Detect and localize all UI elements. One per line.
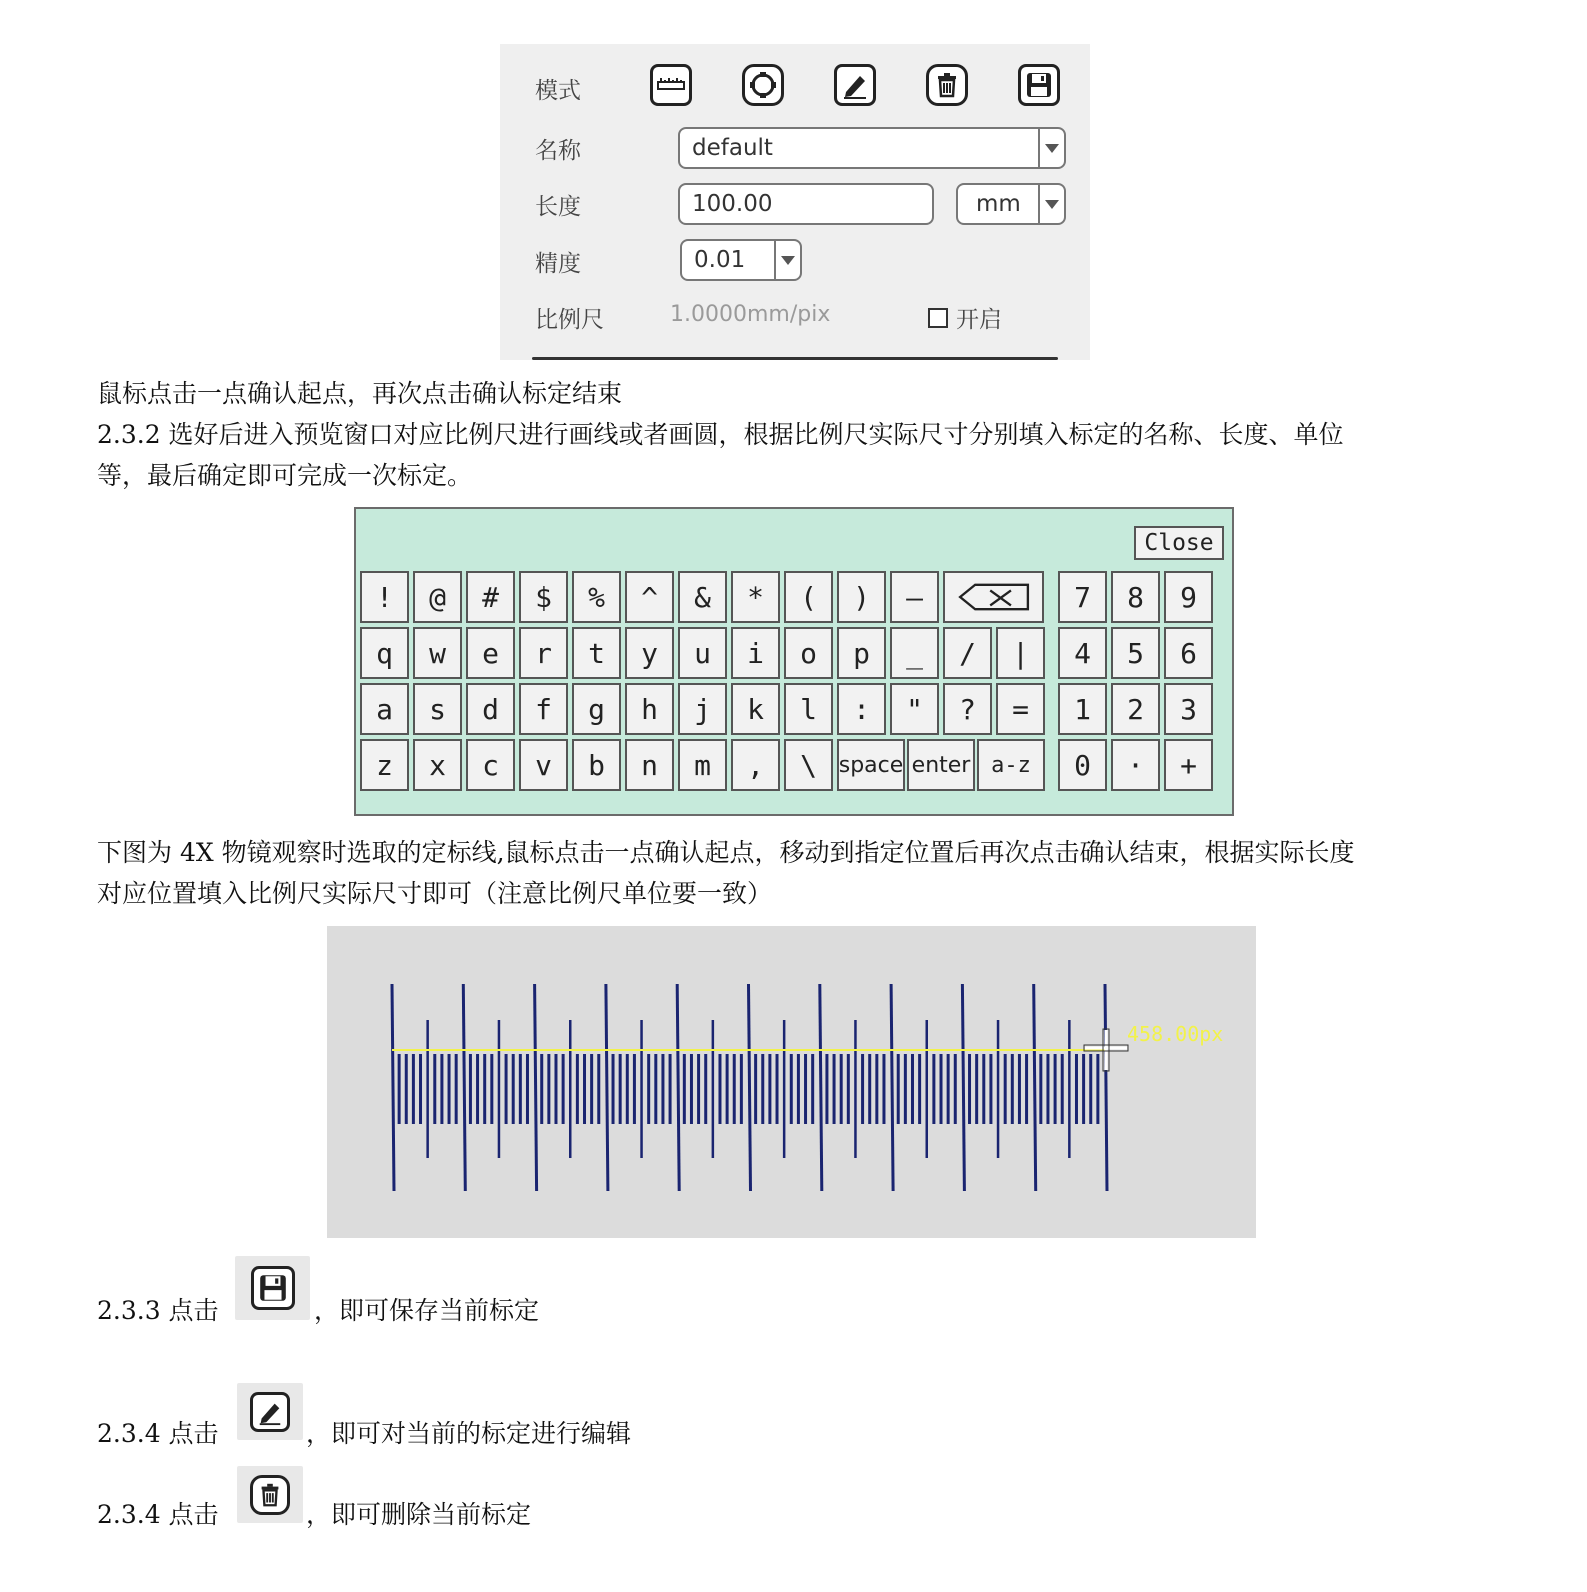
key-9[interactable]: ): [837, 571, 886, 623]
inline-save-button: [235, 1256, 310, 1320]
key-w[interactable]: w: [413, 627, 462, 679]
chevron-down-icon: [1038, 129, 1064, 167]
step-delete-suffix: ，即可删除当前标定: [306, 1500, 532, 1529]
delete-tool-button[interactable]: [926, 64, 968, 106]
scale-value: 1.0000mm/pix: [670, 302, 831, 327]
precision-select[interactable]: [680, 239, 802, 281]
numpad-key-10[interactable]: ·: [1111, 739, 1160, 791]
key-y[interactable]: y: [625, 627, 674, 679]
key-row3-8[interactable]: l: [784, 683, 833, 735]
ruler-tick: [677, 984, 679, 1191]
ruler-tick: [1105, 984, 1107, 1191]
key-row3-4[interactable]: g: [572, 683, 621, 735]
key-row4-3[interactable]: v: [519, 739, 568, 791]
backspace-key[interactable]: [943, 571, 1044, 623]
paragraph-ruler-line1: 下图为 4X 物镜观察时选取的定标线,鼠标点击一点确认起点，移动到指定位置后再次点击确认结束，根据实际长度: [97, 838, 1355, 867]
ruler-tick: [535, 984, 537, 1191]
key-3[interactable]: $: [519, 571, 568, 623]
save-icon: [1024, 70, 1054, 100]
numpad-key-2[interactable]: 9: [1164, 571, 1213, 623]
key-row3-11[interactable]: ?: [943, 683, 992, 735]
key-row3-5[interactable]: h: [625, 683, 674, 735]
ruler-tick: [1034, 984, 1036, 1191]
mode-label: 模式: [535, 78, 581, 104]
enable-label: 开启: [956, 307, 1002, 333]
ruler-tick: [463, 984, 465, 1191]
paragraph-2-3-2-line1: 2.3.2 选好后进入预览窗口对应比例尺进行画线或者画圆，根据比例尺实际尺寸分别填入标定的名称、长度、单位: [97, 420, 1344, 449]
case-toggle-key[interactable]: a-z: [977, 739, 1045, 791]
key-7[interactable]: *: [731, 571, 780, 623]
numpad-key-6[interactable]: 1: [1058, 683, 1107, 735]
name-select[interactable]: [678, 127, 1066, 169]
space-key[interactable]: space: [837, 739, 905, 791]
delete-icon: [932, 70, 962, 100]
ruler-tick: [392, 984, 394, 1191]
numpad-key-0[interactable]: 7: [1058, 571, 1107, 623]
virtual-keyboard: [354, 507, 1234, 816]
delete-icon: [256, 1481, 284, 1509]
ruler-icon: [656, 70, 686, 100]
step-save-prefix: 2.3.3 点击: [97, 1296, 219, 1325]
precision-value: 0.01: [694, 247, 746, 273]
numpad-key-5[interactable]: 6: [1164, 627, 1213, 679]
numpad-key-11[interactable]: +: [1164, 739, 1213, 791]
paragraph-click-instructions: 鼠标点击一点确认起点，再次点击确认标定结束: [97, 379, 623, 408]
key-row3-3[interactable]: f: [519, 683, 568, 735]
edit-icon: [840, 70, 870, 100]
key-4[interactable]: %: [572, 571, 621, 623]
key-row4-1[interactable]: x: [413, 739, 462, 791]
key-10[interactable]: —: [890, 571, 939, 623]
numpad-key-4[interactable]: 5: [1111, 627, 1160, 679]
numpad-key-1[interactable]: 8: [1111, 571, 1160, 623]
key-_[interactable]: _: [890, 627, 939, 679]
circle-icon: [748, 70, 778, 100]
measure-label: 458.00px: [1127, 1022, 1224, 1046]
key-row3-2[interactable]: d: [466, 683, 515, 735]
numpad-key-7[interactable]: 2: [1111, 683, 1160, 735]
key-p[interactable]: p: [837, 627, 886, 679]
key-5[interactable]: ^: [625, 571, 674, 623]
numpad-key-8[interactable]: 3: [1164, 683, 1213, 735]
length-input[interactable]: [678, 183, 934, 225]
unit-value: mm: [976, 191, 1021, 217]
ruler-tick: [749, 984, 751, 1191]
ruler-tick: [606, 984, 608, 1191]
paragraph-2-3-2-line2: 等，最后确定即可完成一次标定。: [97, 461, 473, 490]
chevron-down-icon: [774, 241, 800, 279]
key-row4-7[interactable]: ,: [731, 739, 780, 791]
micrometer-ruler-image: [327, 926, 1256, 1238]
key-6[interactable]: &: [678, 571, 727, 623]
ruler-tick: [820, 984, 822, 1191]
ruler-tick: [891, 984, 893, 1191]
key-row3-12[interactable]: =: [996, 683, 1045, 735]
key-0[interactable]: !: [360, 571, 409, 623]
key-row4-0[interactable]: z: [360, 739, 409, 791]
panel-divider: [532, 357, 1058, 360]
unit-select[interactable]: [956, 183, 1066, 225]
step-delete-prefix: 2.3.4 点击: [97, 1500, 219, 1529]
length-value: 100.00: [692, 191, 773, 217]
key-row4-4[interactable]: b: [572, 739, 621, 791]
key-row3-6[interactable]: j: [678, 683, 727, 735]
ruler-tool-button[interactable]: [650, 64, 692, 106]
key-8[interactable]: (: [784, 571, 833, 623]
inline-edit-button: [237, 1383, 303, 1440]
key-/[interactable]: /: [943, 627, 992, 679]
numpad-key-3[interactable]: 4: [1058, 627, 1107, 679]
key-row4-5[interactable]: n: [625, 739, 674, 791]
save-tool-button[interactable]: [1018, 64, 1060, 106]
keyboard-close-button[interactable]: Close: [1134, 526, 1224, 560]
key-|[interactable]: |: [996, 627, 1045, 679]
key-row4-8[interactable]: \: [784, 739, 833, 791]
inline-delete-button: [237, 1466, 303, 1523]
key-q[interactable]: q: [360, 627, 409, 679]
key-row3-1[interactable]: s: [413, 683, 462, 735]
key-u[interactable]: u: [678, 627, 727, 679]
key-t[interactable]: t: [572, 627, 621, 679]
save-icon: [257, 1272, 289, 1304]
key-r[interactable]: r: [519, 627, 568, 679]
key-row3-0[interactable]: a: [360, 683, 409, 735]
key-1[interactable]: @: [413, 571, 462, 623]
key-row4-6[interactable]: m: [678, 739, 727, 791]
key-o[interactable]: o: [784, 627, 833, 679]
ruler-tick: [962, 984, 964, 1191]
key-row4-2[interactable]: c: [466, 739, 515, 791]
precision-label: 精度: [535, 251, 581, 277]
length-label: 长度: [535, 194, 581, 220]
step-edit-prefix: 2.3.4 点击: [97, 1419, 219, 1448]
paragraph-ruler-line2: 对应位置填入比例尺实际尺寸即可（注意比例尺单位要一致）: [97, 879, 773, 908]
key-2[interactable]: #: [466, 571, 515, 623]
key-e[interactable]: e: [466, 627, 515, 679]
enter-key[interactable]: enter: [907, 739, 975, 791]
key-row3-10[interactable]: ": [890, 683, 939, 735]
edit-tool-button[interactable]: [834, 64, 876, 106]
chevron-down-icon: [1038, 185, 1064, 223]
key-i[interactable]: i: [731, 627, 780, 679]
scale-label: 比例尺: [535, 307, 604, 333]
micrometer-ruler-drawing: [327, 926, 1256, 1238]
step-edit-suffix: ，即可对当前的标定进行编辑: [306, 1419, 632, 1448]
edit-icon: [256, 1398, 284, 1426]
key-row3-9[interactable]: :: [837, 683, 886, 735]
backspace-icon: [956, 581, 1032, 613]
numpad-key-9[interactable]: 0: [1058, 739, 1107, 791]
step-save-suffix: ，即可保存当前标定: [314, 1296, 540, 1325]
name-value: default: [692, 135, 773, 161]
enable-checkbox[interactable]: [928, 308, 948, 328]
calibration-panel: [500, 44, 1090, 360]
key-row3-7[interactable]: k: [731, 683, 780, 735]
circle-tool-button[interactable]: [742, 64, 784, 106]
name-label: 名称: [535, 138, 581, 164]
